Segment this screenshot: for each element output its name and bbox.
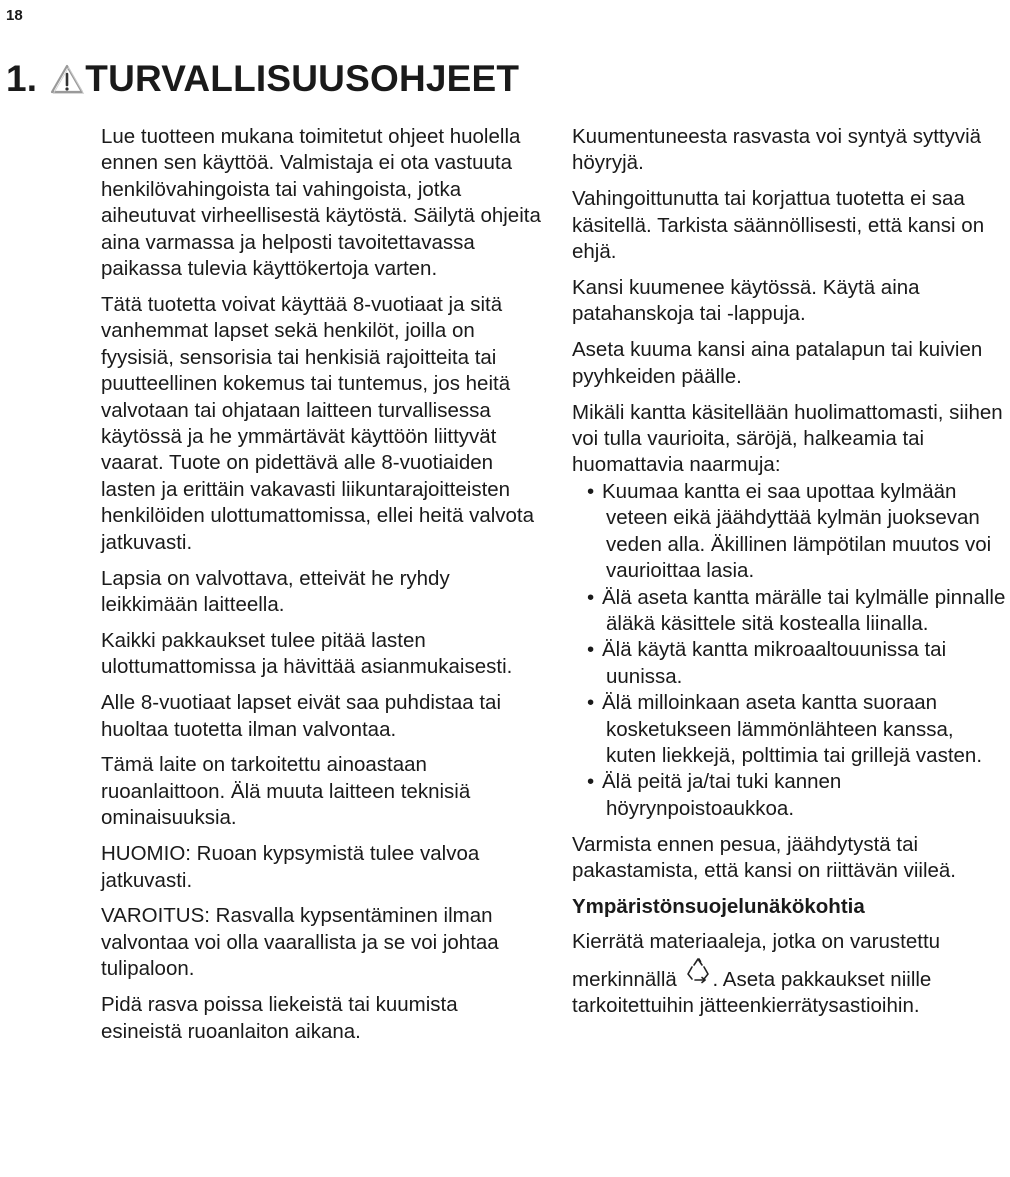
recycle-icon bbox=[683, 956, 713, 984]
intro-paragraph: Lue tuotteen mukana toimitetut ohjeet huolella ennen sen käyttöä. Valmistaja ei ota vastuuta henkilövahingoista tai vahingoista, jotka aiheutuvat virheellisestä käytöstä. Säilytä ohjeita aina varmassa ja helposti tavoitettavassa paikassa tulevia käyttökertoja varten. bbox=[101, 125, 541, 281]
fat-flames-paragraph: Pidä rasva poissa liekeistä tai kuumista esineistä ruoanlaiton aikana. bbox=[101, 993, 458, 1043]
hot-fat-paragraph: Kuumentuneesta rasvasta voi syntyä syttyviä höyryjä. bbox=[572, 125, 982, 175]
list-item: • Kuumaa kantta ei saa upottaa kylmään veteen eikä jäähdyttää kylmän juoksevan veden alla. Äkillinen lämpötilan muutos voi vaurioittaa lasia. bbox=[572, 479, 1008, 585]
environment-heading: Ympäristönsuojelunäkökohtia bbox=[572, 894, 865, 918]
damaged-product-paragraph: Vahingoittunutta tai korjattua tuotetta ei saa käsitellä. Tarkista säännöllisesti, että kansi on ehjä. bbox=[572, 187, 985, 264]
left-column bbox=[101, 124, 541, 1055]
children-persons-paragraph: Tätä tuotetta voivat käyttää 8-vuotiaat ja sitä vanhemmat lapset sekä henkilöt, joilla on fyysisiä, sensorisia tai henkisiä rajoitteita tai puutteellinen kokemus tai tuntemus, jos heitä valvotaan tai ohjataan laitteen turvallisessa käytössä ja he ymmärtävät käyttöön liittyvät vaarat. Tuote on pidettävä alle 8-vuotiaiden lasten ja erittäin vakavasti liikuntarajoitteisten henkilöiden ulottumattomissa, ellei heitä valvota jatkuvasti. bbox=[101, 292, 535, 554]
cool-lid-paragraph: Varmista ennen pesua, jäähdytystä tai pakastamista, että kansi on riittävän viileä. bbox=[572, 832, 956, 883]
list-item: • Älä käytä kantta mikroaaltouunissa tai uunissa. bbox=[572, 637, 1008, 690]
recycling-text-start: Kierrätä materiaaleja, jotka on varustettu merkinnällä bbox=[572, 930, 941, 991]
bullet-intro: Mikäli kantta käsitellään huolimattomasti, siihen voi tulla vaurioita, säröjä, halkeamia tai huomattavia naarmuja: bbox=[572, 400, 1003, 477]
hot-lid-paragraph: Kansi kuumenee käytössä. Käytä aina patahanskoja tai -lappuja. bbox=[572, 276, 920, 326]
section-number: 1. bbox=[6, 58, 38, 99]
warning-paragraph: VAROITUS: Rasvalla kypsentäminen ilman valvontaa voi olla vaarallista ja se voi johtaa tulipaloon. bbox=[101, 904, 499, 981]
right-column bbox=[572, 124, 1008, 1029]
section-title bbox=[6, 58, 519, 100]
lid-warnings-list bbox=[572, 479, 1008, 822]
recycling-text-end: . Aseta pakkaukset niille tarkoitettuihin jätteenkierrätysastioihin. bbox=[572, 967, 932, 1018]
recycling-paragraph bbox=[572, 929, 1008, 1019]
list-item: • Älä peitä ja/tai tuki kannen höyrynpoistoaukkoa. bbox=[572, 769, 1008, 822]
place-lid-paragraph: Aseta kuuma kansi aina patalapun tai kuivien pyyhkeiden päälle. bbox=[572, 338, 983, 388]
caution-paragraph: HUOMIO: Ruoan kypsymistä tulee valvoa jatkuvasti. bbox=[101, 842, 480, 892]
page-number: 18 bbox=[6, 7, 23, 24]
intended-use-paragraph: Tämä laite on tarkoitettu ainoastaan ruoanlaittoon. Älä muuta laitteen teknisiä ominaisuuksia. bbox=[101, 753, 471, 830]
list-item: • Älä aseta kantta märälle tai kylmälle pinnalle äläkä käsittele sitä kostealla liinalla. bbox=[572, 585, 1008, 638]
list-item: • Älä milloinkaan aseta kantta suoraan kosketukseen lämmönlähteen kanssa, kuten liekkejä, polttimia tai grillejä vasten. bbox=[572, 690, 1008, 769]
cleaning-paragraph: Alle 8-vuotiaat lapset eivät saa puhdistaa tai huoltaa tuotetta ilman valvontaa. bbox=[101, 691, 502, 741]
packaging-paragraph: Kaikki pakkaukset tulee pitää lasten ulottumattomissa ja hävittää asianmukaisesti. bbox=[101, 628, 513, 679]
children-supervision-paragraph: Lapsia on valvottava, etteivät he ryhdy leikkimään laitteella. bbox=[101, 566, 450, 616]
section-title-text: TURVALLISUUSOHJEET bbox=[85, 58, 520, 99]
warning-triangle-icon bbox=[49, 62, 85, 96]
